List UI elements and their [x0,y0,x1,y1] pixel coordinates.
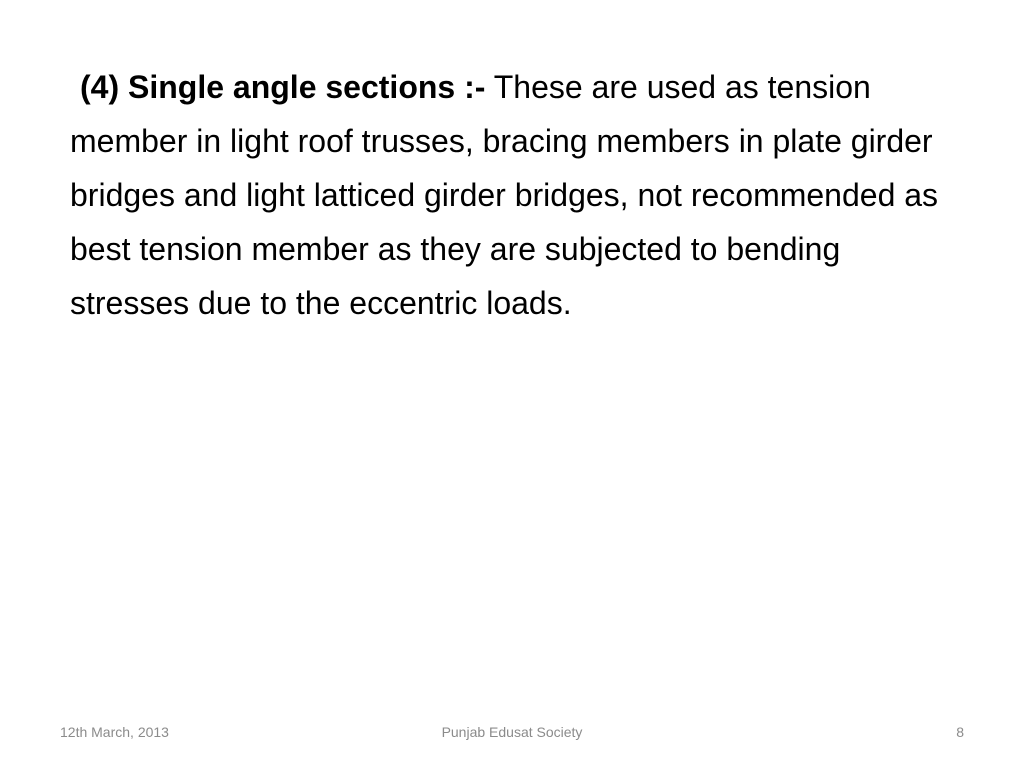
paragraph [70,60,950,330]
footer-date: 12th March, 2013 [60,724,169,740]
section-heading: (4) Single angle sections :- [80,69,486,105]
slide-content [70,60,950,330]
section-body: These are used as tension member in light roof trusses, bracing members in plate girder bridges and light latticed girder bridges, not recommended as best tension member as they are subjected to bending stresses due to the eccentric loads. [70,69,939,321]
footer-page-number: 8 [956,724,964,740]
footer-organization: Punjab Edusat Society [441,724,583,740]
